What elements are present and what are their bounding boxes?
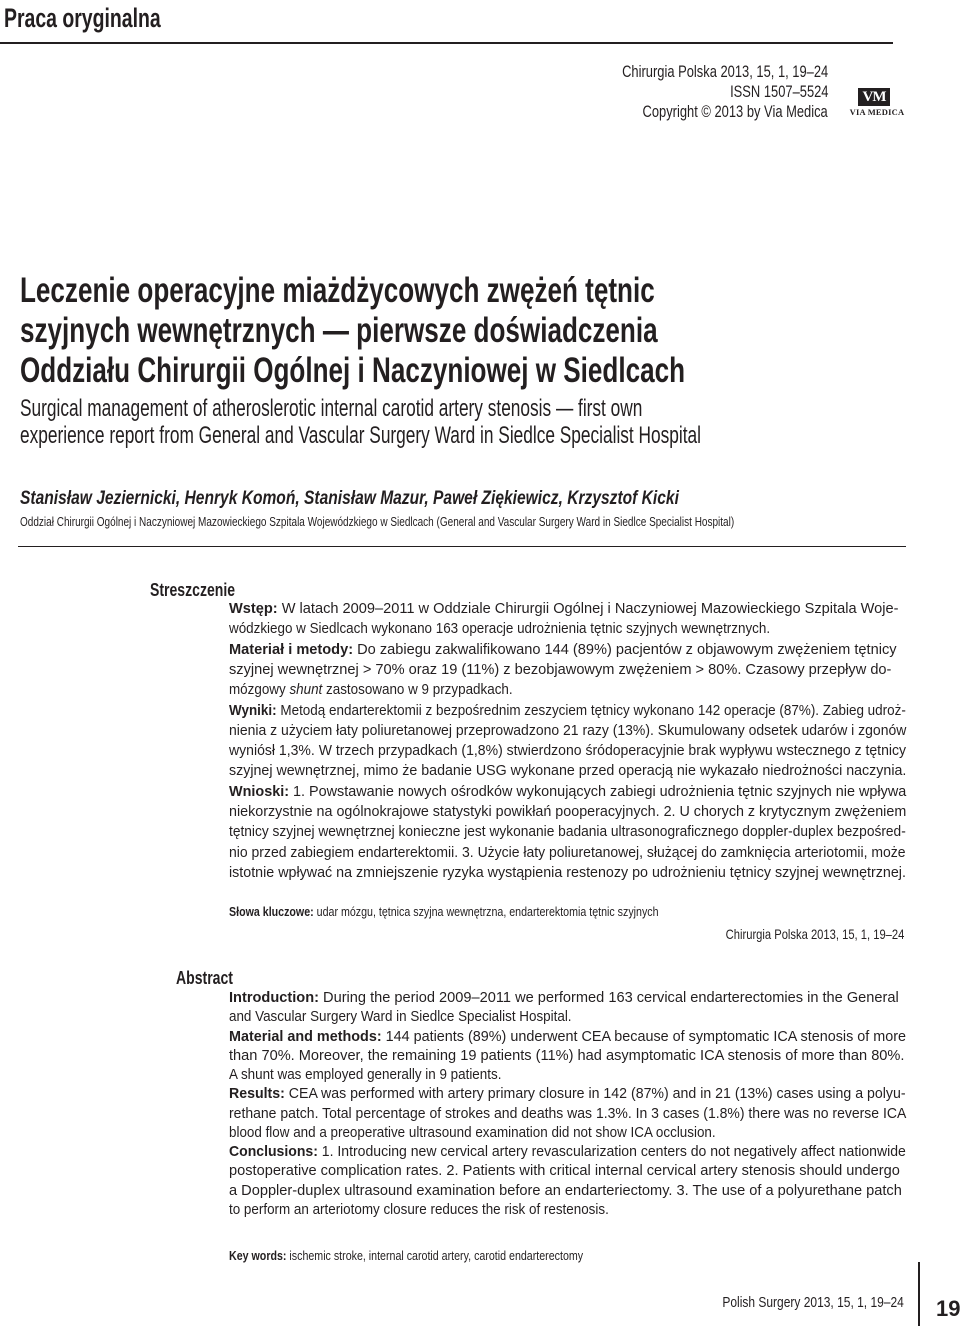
italic-term: shunt — [289, 682, 323, 699]
title-polish-line: Oddziału Chirurgii Ogólnej i Naczyniowej w Siedlcach — [20, 351, 686, 390]
line-text: nio przed zabiegiem endarterektomii. 3. Użycie łaty poliuretanowej, służącej do zamknięcia arteriotomii, może — [229, 844, 906, 861]
keywords-text: udar mózgu, tętnica szyjna wewnętrzna, endarterektomia tętnic szyjnych — [313, 904, 659, 919]
paragraph-line — [229, 785, 906, 800]
paragraph-line — [229, 663, 891, 678]
paragraph-line — [229, 744, 906, 759]
line-text: rethane patch. Total percentage of strokes and deaths was 1.3%. In 3 cases (1.8%) there was no reverse ICA — [229, 1105, 907, 1122]
title-polish-line: szyjnych wewnętrznych — pierwsze doświadczenia — [20, 311, 658, 350]
line-text: During the period 2009–2011 we performed 163 cervical endarterectomies in the General — [318, 990, 899, 1006]
logo-mark: VM — [858, 88, 890, 106]
paragraph-line — [229, 1087, 906, 1102]
paragraph-line — [229, 1203, 609, 1218]
run-in-heading: Wstęp: — [229, 601, 278, 617]
line-text: zastosowano w 9 przypadkach. — [322, 682, 513, 699]
citation-english: Polish Surgery 2013, 15, 1, 19–24 — [722, 1294, 904, 1311]
copyright: Copyright © 2013 by Via Medica — [642, 102, 828, 121]
abstract-heading: Abstract — [176, 968, 233, 988]
run-in-heading: Wyniki: — [229, 702, 277, 719]
paragraph-line — [229, 724, 906, 739]
line-text: a Doppler-duplex ultrasound examination before an endarteriectomy. 3. The use of a polyurethane patch — [229, 1182, 902, 1199]
paragraph-line — [229, 825, 906, 840]
paragraph-line — [229, 683, 513, 698]
line-text: wódzkiego w Siedlcach wykonano 163 operacje udrożnienia tętnic szyjnych wewnętrznych. — [229, 621, 771, 638]
keywords-label: Słowa kluczowe: — [229, 904, 314, 919]
line-text: wyniósł 1,3%. W trzech przypadkach (1,8%) stwierdzono śródoperacyjnie brak wypływu wstecznego z tętnicy — [229, 743, 907, 760]
keywords-polish — [229, 904, 659, 919]
page-number-rule — [918, 1262, 920, 1326]
authors: Stanisław Jeziernicki, Henryk Komoń, Stanisław Mazur, Paweł Ziękiewicz, Krzysztof Kicki — [20, 488, 679, 509]
run-in-heading: Results: — [229, 1086, 285, 1103]
paragraph-line — [229, 1049, 904, 1064]
section-divider — [18, 546, 906, 547]
keywords-english — [229, 1248, 583, 1263]
paragraph-line — [229, 1010, 572, 1025]
line-text: CEA was performed with artery primary closure in 142 (87%) and in 21 (13%) cases using a polyu- — [284, 1086, 906, 1103]
line-text: to perform an arteriotomy closure reduces the risk of restenosis. — [229, 1201, 609, 1218]
streszczenie-heading: Streszczenie — [150, 580, 236, 600]
page-number: 19 — [936, 1296, 960, 1321]
line-text: 1. Powstawanie nowych ośrodków wykonujących zabiegi udrożnienia tętnic szyjnych nie wpływa — [289, 783, 907, 800]
paragraph-line — [229, 866, 906, 881]
line-text: mózgowy — [229, 682, 290, 699]
paragraph-line — [229, 805, 906, 820]
title-polish-line: Leczenie operacyjne miażdżycowych zwężeń tętnic — [20, 271, 655, 310]
paragraph-line — [229, 1126, 716, 1141]
run-in-heading: Materiał i metody: — [229, 641, 354, 658]
keywords-label: Key words: — [229, 1248, 287, 1263]
line-text: szyjnej wewnętrznej > 70% oraz 19 (11%) z bezobjawowym zwężeniem > 80%. Czasowy przepływ do- — [229, 661, 892, 678]
logo-text: VIA MEDICA — [849, 107, 905, 117]
paragraph-line — [229, 1164, 900, 1179]
line-text: than 70%. Moreover, the remaining 19 patients (11%) had asymptomatic ICA stenosis of more than 80%. — [229, 1047, 905, 1064]
paragraph-line — [229, 622, 770, 637]
line-text: niekorzystnie na ogólnokrajowe statystyki powikłań pooperacyjnych. 2. U chorych z krytycznym zwężeniem — [229, 804, 907, 820]
paragraph-line — [229, 1030, 906, 1045]
paragraph-line — [229, 991, 899, 1006]
keywords-text: ischemic stroke, internal carotid artery, carotid endarterectomy — [286, 1248, 584, 1263]
citation-polish: Chirurgia Polska 2013, 15, 1, 19–24 — [725, 926, 904, 942]
title-english-line: experience report from General and Vascular Surgery Ward in Siedlce Specialist Hospital — [20, 422, 701, 449]
paragraph-line — [229, 846, 906, 861]
line-text: szyjnej wewnętrznej, mimo że badanie USG wykonane przed operacją nie wykazało niedrożności naczynia. — [229, 763, 907, 780]
journal-info: Chirurgia Polska 2013, 15, 1, 19–24 — [621, 62, 828, 81]
run-in-heading: Conclusions: — [229, 1144, 318, 1160]
paragraph-line — [229, 602, 898, 617]
paragraph-line — [229, 764, 906, 779]
header-rule — [0, 42, 893, 44]
issn: ISSN 1507–5524 — [729, 82, 828, 101]
paragraph-line — [229, 643, 897, 658]
run-in-heading: Introduction: — [229, 990, 319, 1006]
section-label: Praca oryginalna — [4, 3, 161, 33]
title-english-line: Surgical management of atheroslerotic internal carotid artery stenosis — first own — [20, 395, 643, 422]
line-text: Do zabiegu zakwalifikowano 144 (89%) pacjentów z objawowym zwężeniem tętnicy — [353, 641, 897, 658]
line-text: and Vascular Surgery Ward in Siedlce Specialist Hospital. — [229, 1009, 572, 1026]
paragraph-line — [229, 1184, 902, 1199]
line-text: postoperative complication rates. 2. Patients with critical internal cervical artery stenosis should undergo — [229, 1163, 900, 1180]
line-text: W latach 2009–2011 w Oddziale Chirurgii Ogólnej i Naczyniowej Mazowieckiego Szpitala Woje- — [277, 601, 899, 617]
line-text: 1. Introducing new cervical artery revascularization centers do not negatively affect nationwide — [317, 1144, 906, 1160]
paragraph-line — [229, 704, 906, 719]
line-text: istotnie wpływać na zmniejszenie ryzyka wystąpienia restenozy po udrożnieniu tętnicy szyjnej wewnętrznej. — [229, 864, 906, 881]
line-text: blood flow and a preoperative ultrasound examination did not show ICA occlusion. — [229, 1124, 716, 1141]
run-in-heading: Wnioski: — [229, 783, 290, 800]
line-text: nienia z użyciem łaty poliuretanowej przeprowadzono 21 razy (13%). Skumulowany odsetek udarów i zgonów — [229, 722, 907, 739]
line-text: tętnicy szyjnej wewnętrznej konieczne jest wykonanie badania ultrasonograficznego doppler-duplex bezpośred- — [229, 824, 906, 841]
run-in-heading: Material and methods: — [229, 1028, 382, 1045]
paragraph-line — [229, 1107, 906, 1122]
line-text: A shunt was employed generally in 9 patients. — [229, 1067, 502, 1083]
paragraph-line — [229, 1068, 501, 1083]
paragraph-line — [229, 1145, 906, 1160]
line-text: 144 patients (89%) underwent CEA because of symptomatic ICA stenosis of more — [381, 1028, 907, 1045]
publisher-logo — [846, 88, 908, 120]
affiliation: Oddział Chirurgii Ogólnej i Naczyniowej Mazowieckiego Szpitala Wojewódzkiego w Siedlcach (General and Vascular Surgery Ward in Siedlce Specialist Hospital) — [20, 514, 735, 529]
line-text: Metodą endarterektomii z bezpośrednim zeszyciem tętnicy wykonano 142 operacje (87%). Zabieg udroż- — [276, 702, 906, 719]
